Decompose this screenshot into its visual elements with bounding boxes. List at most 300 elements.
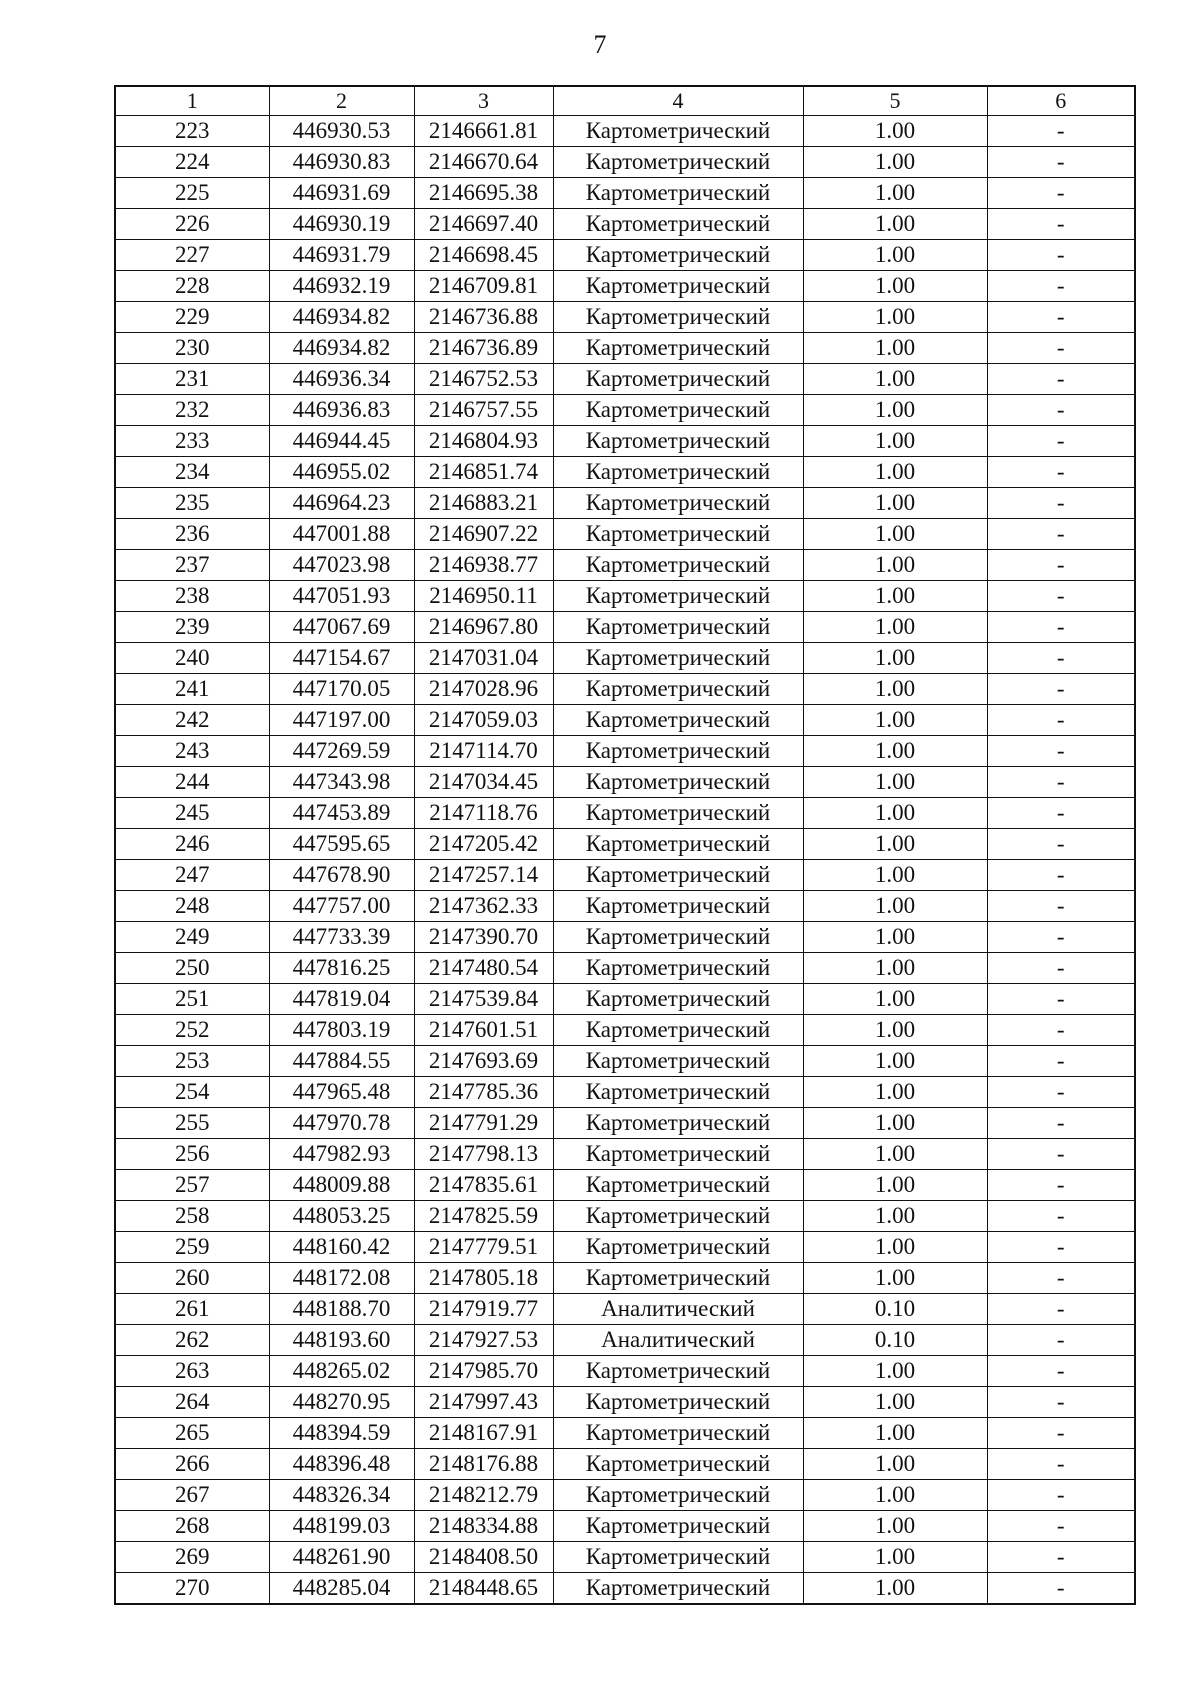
- accuracy-cell: 1.00: [803, 1542, 987, 1573]
- description-cell: -: [987, 643, 1135, 674]
- method-cell: Картометрический: [553, 147, 803, 178]
- accuracy-cell: 1.00: [803, 116, 987, 147]
- point-number-cell: 261: [115, 1294, 269, 1325]
- description-cell: -: [987, 860, 1135, 891]
- table-row: [115, 1573, 1135, 1605]
- y-coordinate-cell: 2147539.84: [414, 984, 553, 1015]
- accuracy-cell: 1.00: [803, 488, 987, 519]
- point-number-cell: 258: [115, 1201, 269, 1232]
- method-cell: Картометрический: [553, 426, 803, 457]
- point-number-cell: 228: [115, 271, 269, 302]
- accuracy-cell: 0.10: [803, 1325, 987, 1356]
- table-row: [115, 1232, 1135, 1263]
- accuracy-cell: 1.00: [803, 1263, 987, 1294]
- method-cell: Картометрический: [553, 643, 803, 674]
- x-coordinate-cell: 446930.19: [269, 209, 414, 240]
- description-cell: -: [987, 240, 1135, 271]
- method-cell: Картометрический: [553, 519, 803, 550]
- y-coordinate-cell: 2146757.55: [414, 395, 553, 426]
- method-cell: Картометрический: [553, 364, 803, 395]
- accuracy-cell: 1.00: [803, 1449, 987, 1480]
- accuracy-cell: 1.00: [803, 1201, 987, 1232]
- accuracy-cell: 1.00: [803, 1232, 987, 1263]
- y-coordinate-cell: 2147114.70: [414, 736, 553, 767]
- y-coordinate-cell: 2146752.53: [414, 364, 553, 395]
- accuracy-cell: 1.00: [803, 178, 987, 209]
- method-cell: Картометрический: [553, 1263, 803, 1294]
- accuracy-cell: 1.00: [803, 984, 987, 1015]
- x-coordinate-cell: 447197.00: [269, 705, 414, 736]
- point-number-cell: 246: [115, 829, 269, 860]
- method-cell: Картометрический: [553, 1139, 803, 1170]
- point-number-cell: 262: [115, 1325, 269, 1356]
- accuracy-cell: 1.00: [803, 829, 987, 860]
- accuracy-cell: 1.00: [803, 674, 987, 705]
- x-coordinate-cell: 447678.90: [269, 860, 414, 891]
- method-cell: Аналитический: [553, 1325, 803, 1356]
- table-row: [115, 767, 1135, 798]
- y-coordinate-cell: 2146736.89: [414, 333, 553, 364]
- column-header: 4: [553, 86, 803, 116]
- y-coordinate-cell: 2146967.80: [414, 612, 553, 643]
- y-coordinate-cell: 2147031.04: [414, 643, 553, 674]
- y-coordinate-cell: 2147362.33: [414, 891, 553, 922]
- table-row: [115, 1015, 1135, 1046]
- description-cell: -: [987, 1077, 1135, 1108]
- column-header: 1: [115, 86, 269, 116]
- description-cell: -: [987, 1201, 1135, 1232]
- description-cell: -: [987, 767, 1135, 798]
- x-coordinate-cell: 447051.93: [269, 581, 414, 612]
- x-coordinate-cell: 446934.82: [269, 302, 414, 333]
- y-coordinate-cell: 2147985.70: [414, 1356, 553, 1387]
- description-cell: -: [987, 984, 1135, 1015]
- table-row: [115, 240, 1135, 271]
- x-coordinate-cell: 446932.19: [269, 271, 414, 302]
- y-coordinate-cell: 2146670.64: [414, 147, 553, 178]
- y-coordinate-cell: 2147927.53: [414, 1325, 553, 1356]
- y-coordinate-cell: 2147034.45: [414, 767, 553, 798]
- x-coordinate-cell: 447965.48: [269, 1077, 414, 1108]
- point-number-cell: 245: [115, 798, 269, 829]
- x-coordinate-cell: 447269.59: [269, 736, 414, 767]
- accuracy-cell: 1.00: [803, 1139, 987, 1170]
- description-cell: -: [987, 1449, 1135, 1480]
- description-cell: -: [987, 178, 1135, 209]
- description-cell: -: [987, 1139, 1135, 1170]
- method-cell: Картометрический: [553, 1015, 803, 1046]
- y-coordinate-cell: 2147997.43: [414, 1387, 553, 1418]
- method-cell: Картометрический: [553, 1418, 803, 1449]
- accuracy-cell: 1.00: [803, 1077, 987, 1108]
- x-coordinate-cell: 448009.88: [269, 1170, 414, 1201]
- accuracy-cell: 1.00: [803, 705, 987, 736]
- method-cell: Картометрический: [553, 860, 803, 891]
- method-cell: Картометрический: [553, 1077, 803, 1108]
- table-header-row: [115, 86, 1135, 116]
- accuracy-cell: 1.00: [803, 147, 987, 178]
- table-row: [115, 1046, 1135, 1077]
- y-coordinate-cell: 2147825.59: [414, 1201, 553, 1232]
- point-number-cell: 254: [115, 1077, 269, 1108]
- y-coordinate-cell: 2147919.77: [414, 1294, 553, 1325]
- y-coordinate-cell: 2148334.88: [414, 1511, 553, 1542]
- y-coordinate-cell: 2148167.91: [414, 1418, 553, 1449]
- description-cell: -: [987, 1046, 1135, 1077]
- column-header: 6: [987, 86, 1135, 116]
- description-cell: -: [987, 922, 1135, 953]
- point-number-cell: 252: [115, 1015, 269, 1046]
- x-coordinate-cell: 447001.88: [269, 519, 414, 550]
- x-coordinate-cell: 446930.83: [269, 147, 414, 178]
- method-cell: Картометрический: [553, 922, 803, 953]
- table-row: [115, 116, 1135, 147]
- accuracy-cell: 1.00: [803, 860, 987, 891]
- description-cell: -: [987, 1542, 1135, 1573]
- point-number-cell: 244: [115, 767, 269, 798]
- point-number-cell: 232: [115, 395, 269, 426]
- point-number-cell: 235: [115, 488, 269, 519]
- accuracy-cell: 1.00: [803, 581, 987, 612]
- point-number-cell: 224: [115, 147, 269, 178]
- table-row: [115, 302, 1135, 333]
- point-number-cell: 226: [115, 209, 269, 240]
- method-cell: Картометрический: [553, 705, 803, 736]
- method-cell: Картометрический: [553, 457, 803, 488]
- description-cell: -: [987, 581, 1135, 612]
- description-cell: -: [987, 519, 1135, 550]
- y-coordinate-cell: 2147785.36: [414, 1077, 553, 1108]
- x-coordinate-cell: 447343.98: [269, 767, 414, 798]
- x-coordinate-cell: 448326.34: [269, 1480, 414, 1511]
- x-coordinate-cell: 447170.05: [269, 674, 414, 705]
- method-cell: Картометрический: [553, 674, 803, 705]
- y-coordinate-cell: 2147205.42: [414, 829, 553, 860]
- description-cell: -: [987, 1325, 1135, 1356]
- table-row: [115, 457, 1135, 488]
- table-row: [115, 1108, 1135, 1139]
- method-cell: Картометрический: [553, 767, 803, 798]
- point-number-cell: 266: [115, 1449, 269, 1480]
- method-cell: Картометрический: [553, 798, 803, 829]
- y-coordinate-cell: 2148176.88: [414, 1449, 553, 1480]
- point-number-cell: 230: [115, 333, 269, 364]
- y-coordinate-cell: 2146851.74: [414, 457, 553, 488]
- x-coordinate-cell: 447067.69: [269, 612, 414, 643]
- description-cell: -: [987, 736, 1135, 767]
- description-cell: -: [987, 426, 1135, 457]
- x-coordinate-cell: 446936.83: [269, 395, 414, 426]
- coordinates-table: [114, 85, 1136, 1605]
- x-coordinate-cell: 447884.55: [269, 1046, 414, 1077]
- accuracy-cell: 1.00: [803, 333, 987, 364]
- description-cell: -: [987, 891, 1135, 922]
- method-cell: Картометрический: [553, 271, 803, 302]
- description-cell: -: [987, 271, 1135, 302]
- point-number-cell: 270: [115, 1573, 269, 1605]
- y-coordinate-cell: 2146695.38: [414, 178, 553, 209]
- method-cell: Картометрический: [553, 736, 803, 767]
- accuracy-cell: 1.00: [803, 736, 987, 767]
- table-row: [115, 891, 1135, 922]
- x-coordinate-cell: 448193.60: [269, 1325, 414, 1356]
- table-row: [115, 209, 1135, 240]
- point-number-cell: 264: [115, 1387, 269, 1418]
- description-cell: -: [987, 147, 1135, 178]
- method-cell: Картометрический: [553, 1232, 803, 1263]
- y-coordinate-cell: 2147028.96: [414, 674, 553, 705]
- table-row: [115, 364, 1135, 395]
- table-row: [115, 333, 1135, 364]
- column-header: 3: [414, 86, 553, 116]
- description-cell: -: [987, 116, 1135, 147]
- y-coordinate-cell: 2147059.03: [414, 705, 553, 736]
- table-row: [115, 1542, 1135, 1573]
- description-cell: -: [987, 1015, 1135, 1046]
- y-coordinate-cell: 2146697.40: [414, 209, 553, 240]
- y-coordinate-cell: 2147798.13: [414, 1139, 553, 1170]
- x-coordinate-cell: 448270.95: [269, 1387, 414, 1418]
- accuracy-cell: 1.00: [803, 426, 987, 457]
- point-number-cell: 267: [115, 1480, 269, 1511]
- table-row: [115, 1387, 1135, 1418]
- y-coordinate-cell: 2147835.61: [414, 1170, 553, 1201]
- x-coordinate-cell: 447803.19: [269, 1015, 414, 1046]
- table-row: [115, 798, 1135, 829]
- table-row: [115, 1170, 1135, 1201]
- method-cell: Картометрический: [553, 581, 803, 612]
- description-cell: -: [987, 488, 1135, 519]
- point-number-cell: 225: [115, 178, 269, 209]
- point-number-cell: 223: [115, 116, 269, 147]
- x-coordinate-cell: 448160.42: [269, 1232, 414, 1263]
- table-row: [115, 1263, 1135, 1294]
- method-cell: Картометрический: [553, 1201, 803, 1232]
- point-number-cell: 256: [115, 1139, 269, 1170]
- x-coordinate-cell: 447733.39: [269, 922, 414, 953]
- x-coordinate-cell: 447970.78: [269, 1108, 414, 1139]
- point-number-cell: 234: [115, 457, 269, 488]
- y-coordinate-cell: 2148408.50: [414, 1542, 553, 1573]
- y-coordinate-cell: 2146938.77: [414, 550, 553, 581]
- description-cell: -: [987, 457, 1135, 488]
- description-cell: -: [987, 1294, 1135, 1325]
- description-cell: -: [987, 333, 1135, 364]
- column-header: 2: [269, 86, 414, 116]
- accuracy-cell: 1.00: [803, 364, 987, 395]
- x-coordinate-cell: 447023.98: [269, 550, 414, 581]
- point-number-cell: 233: [115, 426, 269, 457]
- point-number-cell: 265: [115, 1418, 269, 1449]
- y-coordinate-cell: 2146698.45: [414, 240, 553, 271]
- accuracy-cell: 1.00: [803, 1356, 987, 1387]
- method-cell: Картометрический: [553, 1511, 803, 1542]
- description-cell: -: [987, 1511, 1135, 1542]
- table-row: [115, 612, 1135, 643]
- table-row: [115, 550, 1135, 581]
- description-cell: -: [987, 209, 1135, 240]
- method-cell: Аналитический: [553, 1294, 803, 1325]
- x-coordinate-cell: 448394.59: [269, 1418, 414, 1449]
- point-number-cell: 227: [115, 240, 269, 271]
- point-number-cell: 236: [115, 519, 269, 550]
- x-coordinate-cell: 446934.82: [269, 333, 414, 364]
- method-cell: Картометрический: [553, 1480, 803, 1511]
- y-coordinate-cell: 2147390.70: [414, 922, 553, 953]
- table-row: [115, 1449, 1135, 1480]
- table-row: [115, 736, 1135, 767]
- accuracy-cell: 1.00: [803, 1480, 987, 1511]
- description-cell: -: [987, 1418, 1135, 1449]
- point-number-cell: 257: [115, 1170, 269, 1201]
- y-coordinate-cell: 2146883.21: [414, 488, 553, 519]
- description-cell: -: [987, 953, 1135, 984]
- table-row: [115, 488, 1135, 519]
- point-number-cell: 269: [115, 1542, 269, 1573]
- description-cell: -: [987, 1263, 1135, 1294]
- table-row: [115, 953, 1135, 984]
- point-number-cell: 259: [115, 1232, 269, 1263]
- x-coordinate-cell: 448199.03: [269, 1511, 414, 1542]
- point-number-cell: 243: [115, 736, 269, 767]
- method-cell: Картометрический: [553, 1542, 803, 1573]
- accuracy-cell: 1.00: [803, 798, 987, 829]
- description-cell: -: [987, 395, 1135, 426]
- accuracy-cell: 1.00: [803, 457, 987, 488]
- x-coordinate-cell: 448285.04: [269, 1573, 414, 1605]
- point-number-cell: 231: [115, 364, 269, 395]
- x-coordinate-cell: 447453.89: [269, 798, 414, 829]
- y-coordinate-cell: 2146907.22: [414, 519, 553, 550]
- point-number-cell: 238: [115, 581, 269, 612]
- y-coordinate-cell: 2147693.69: [414, 1046, 553, 1077]
- method-cell: Картометрический: [553, 1387, 803, 1418]
- accuracy-cell: 1.00: [803, 612, 987, 643]
- method-cell: Картометрический: [553, 829, 803, 860]
- y-coordinate-cell: 2147805.18: [414, 1263, 553, 1294]
- method-cell: Картометрический: [553, 333, 803, 364]
- x-coordinate-cell: 447982.93: [269, 1139, 414, 1170]
- accuracy-cell: 1.00: [803, 643, 987, 674]
- method-cell: Картометрический: [553, 1046, 803, 1077]
- description-cell: -: [987, 550, 1135, 581]
- method-cell: Картометрический: [553, 1573, 803, 1605]
- table-row: [115, 395, 1135, 426]
- y-coordinate-cell: 2147257.14: [414, 860, 553, 891]
- point-number-cell: 247: [115, 860, 269, 891]
- method-cell: Картометрический: [553, 395, 803, 426]
- accuracy-cell: 1.00: [803, 1511, 987, 1542]
- accuracy-cell: 1.00: [803, 209, 987, 240]
- point-number-cell: 248: [115, 891, 269, 922]
- x-coordinate-cell: 446964.23: [269, 488, 414, 519]
- point-number-cell: 250: [115, 953, 269, 984]
- table-row: [115, 1201, 1135, 1232]
- table-row: [115, 1325, 1135, 1356]
- table-row: [115, 829, 1135, 860]
- point-number-cell: 241: [115, 674, 269, 705]
- x-coordinate-cell: 446936.34: [269, 364, 414, 395]
- method-cell: Картометрический: [553, 302, 803, 333]
- point-number-cell: 263: [115, 1356, 269, 1387]
- y-coordinate-cell: 2146950.11: [414, 581, 553, 612]
- method-cell: Картометрический: [553, 1170, 803, 1201]
- table-row: [115, 1356, 1135, 1387]
- description-cell: -: [987, 1573, 1135, 1605]
- x-coordinate-cell: 448265.02: [269, 1356, 414, 1387]
- x-coordinate-cell: 446931.79: [269, 240, 414, 271]
- table-row: [115, 1294, 1135, 1325]
- accuracy-cell: 1.00: [803, 1015, 987, 1046]
- accuracy-cell: 1.00: [803, 1108, 987, 1139]
- coordinates-table-body: [115, 86, 1135, 1604]
- description-cell: -: [987, 1170, 1135, 1201]
- point-number-cell: 237: [115, 550, 269, 581]
- table-row: [115, 1077, 1135, 1108]
- method-cell: Картометрический: [553, 209, 803, 240]
- accuracy-cell: 1.00: [803, 953, 987, 984]
- description-cell: -: [987, 1232, 1135, 1263]
- accuracy-cell: 1.00: [803, 1573, 987, 1605]
- table-row: [115, 271, 1135, 302]
- accuracy-cell: 1.00: [803, 519, 987, 550]
- accuracy-cell: 1.00: [803, 767, 987, 798]
- x-coordinate-cell: 447154.67: [269, 643, 414, 674]
- method-cell: Картометрический: [553, 953, 803, 984]
- accuracy-cell: 1.00: [803, 922, 987, 953]
- accuracy-cell: 1.00: [803, 1418, 987, 1449]
- method-cell: Картометрический: [553, 984, 803, 1015]
- accuracy-cell: 1.00: [803, 271, 987, 302]
- column-header: 5: [803, 86, 987, 116]
- method-cell: Картометрический: [553, 1449, 803, 1480]
- accuracy-cell: 1.00: [803, 395, 987, 426]
- description-cell: -: [987, 798, 1135, 829]
- y-coordinate-cell: 2148448.65: [414, 1573, 553, 1605]
- table-row: [115, 1139, 1135, 1170]
- table-row: [115, 147, 1135, 178]
- y-coordinate-cell: 2146804.93: [414, 426, 553, 457]
- point-number-cell: 239: [115, 612, 269, 643]
- table-row: [115, 705, 1135, 736]
- table-row: [115, 1418, 1135, 1449]
- point-number-cell: 251: [115, 984, 269, 1015]
- y-coordinate-cell: 2147601.51: [414, 1015, 553, 1046]
- method-cell: Картометрический: [553, 116, 803, 147]
- description-cell: -: [987, 302, 1135, 333]
- method-cell: Картометрический: [553, 1356, 803, 1387]
- description-cell: -: [987, 1480, 1135, 1511]
- description-cell: -: [987, 364, 1135, 395]
- accuracy-cell: 1.00: [803, 1387, 987, 1418]
- description-cell: -: [987, 1108, 1135, 1139]
- method-cell: Картометрический: [553, 240, 803, 271]
- method-cell: Картометрический: [553, 1108, 803, 1139]
- method-cell: Картометрический: [553, 550, 803, 581]
- x-coordinate-cell: 448188.70: [269, 1294, 414, 1325]
- method-cell: Картометрический: [553, 178, 803, 209]
- y-coordinate-cell: 2147779.51: [414, 1232, 553, 1263]
- x-coordinate-cell: 446955.02: [269, 457, 414, 488]
- description-cell: -: [987, 1387, 1135, 1418]
- table-row: [115, 643, 1135, 674]
- accuracy-cell: 1.00: [803, 1046, 987, 1077]
- table-row: [115, 581, 1135, 612]
- x-coordinate-cell: 448396.48: [269, 1449, 414, 1480]
- table-row: [115, 426, 1135, 457]
- x-coordinate-cell: 446931.69: [269, 178, 414, 209]
- point-number-cell: 255: [115, 1108, 269, 1139]
